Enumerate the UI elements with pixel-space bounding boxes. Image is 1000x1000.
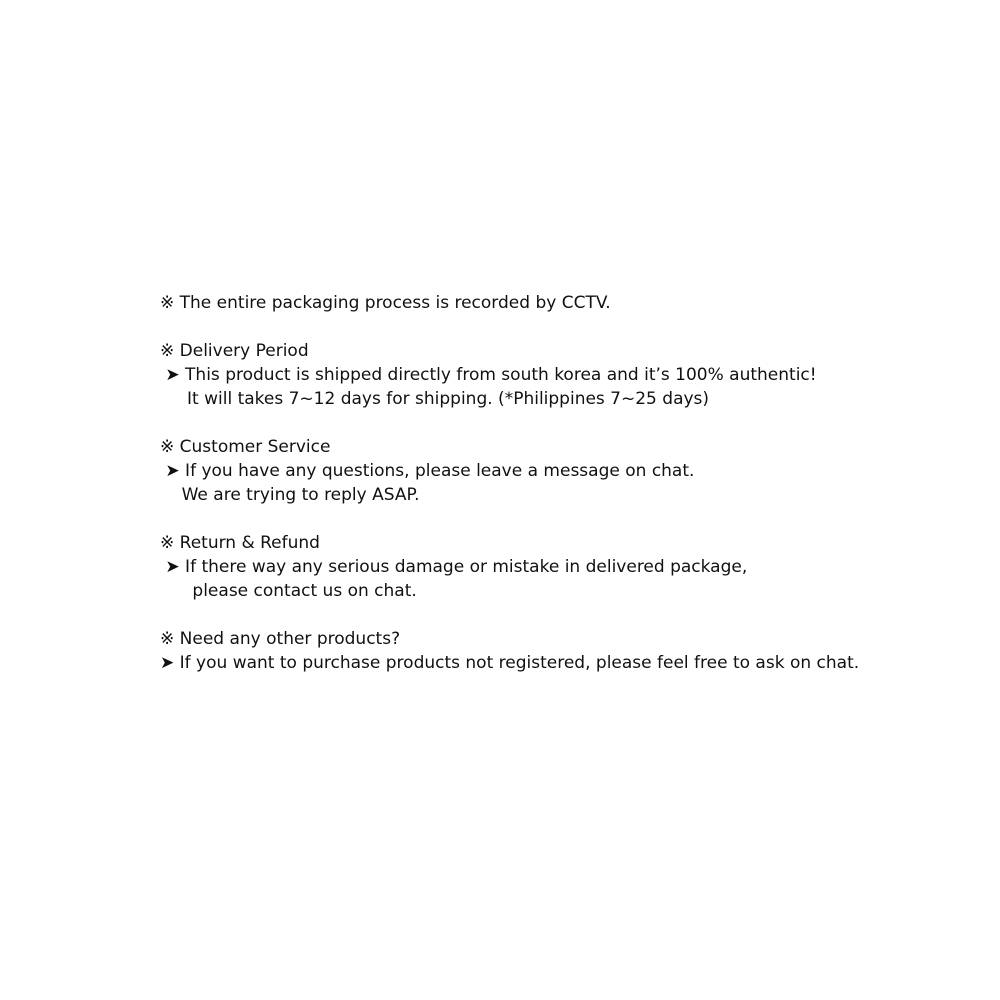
customer-service-detail: We are trying to reply ASAP. <box>160 485 420 505</box>
other-products-text: ➤ If you want to purchase products not registered, please feel free to ask on chat. <box>160 653 860 673</box>
spacer <box>160 507 860 531</box>
return-refund-text: ➤ If there way any serious damage or mistake in delivered package, <box>160 557 748 577</box>
delivery-period-heading: ※ Delivery Period <box>160 341 309 361</box>
return-refund-detail: please contact us on chat. <box>160 581 417 601</box>
return-refund-heading: ※ Return & Refund <box>160 533 320 553</box>
customer-service-text: ➤ If you have any questions, please leave a message on chat. <box>160 461 695 481</box>
spacer <box>160 315 860 339</box>
other-products-heading: ※ Need any other products? <box>160 629 401 649</box>
delivery-period-text: ➤ This product is shipped directly from south korea and it’s 100% authentic! <box>160 365 817 385</box>
shop-notice <box>160 291 860 675</box>
spacer <box>160 603 860 627</box>
customer-service-heading: ※ Customer Service <box>160 437 331 457</box>
cctv-notice: ※ The entire packaging process is recorded by CCTV. <box>160 293 611 313</box>
delivery-period-detail: It will takes 7~12 days for shipping. (*Philippines 7~25 days) <box>160 389 710 409</box>
spacer <box>160 411 860 435</box>
